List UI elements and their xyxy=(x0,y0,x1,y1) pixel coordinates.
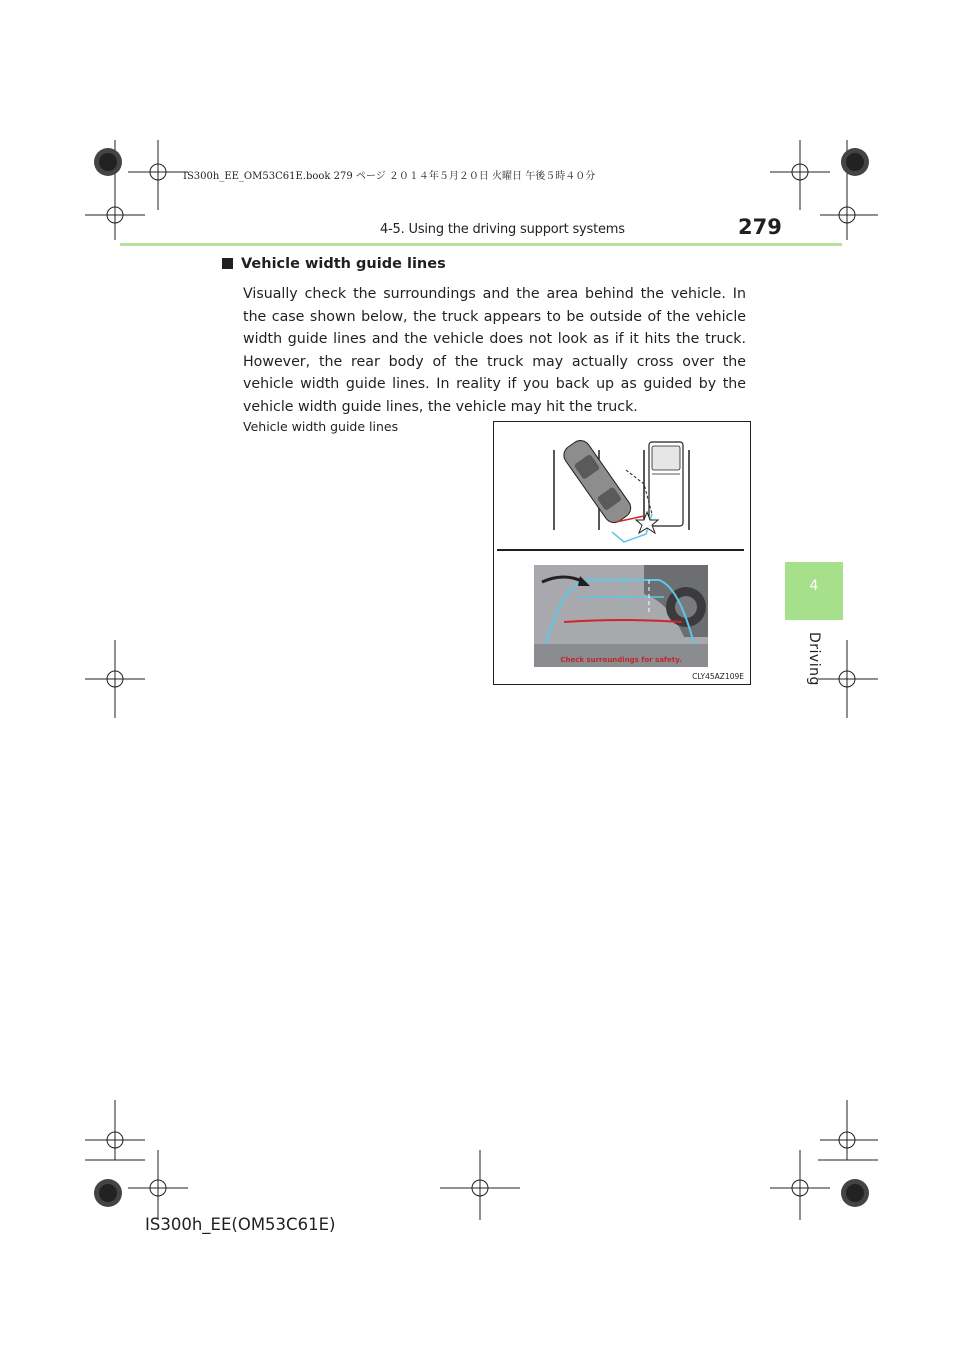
illustration-art xyxy=(494,422,750,684)
section-title: 4-5. Using the driving support systems xyxy=(380,222,625,237)
figure-caption: Vehicle width guide lines xyxy=(243,419,399,434)
truck-illustration xyxy=(649,442,683,526)
car-illustration xyxy=(560,437,635,527)
chapter-number: 4 xyxy=(809,578,819,594)
body-paragraph: Visually check the surroundings and the area behind the vehicle. In the case shown below, the truck appears to be outside of the vehicle width guide lines and the vehicle does not look as if it hits the truck. However, the rear body of the truck may actually cross over the vehicle width guide lines. In reality if you back up as guided by the vehicle width guide lines, the vehicle may hit the truck. xyxy=(243,286,746,415)
heading-bullet-icon xyxy=(222,258,233,269)
section-heading xyxy=(222,256,446,272)
illustration xyxy=(493,421,751,685)
chapter-label-text: Driving xyxy=(806,632,822,686)
print-header: IS300h_EE_OM53C61E.book 279 ページ ２０１４年５月２０日 火曜日 午後５時４０分 xyxy=(183,171,596,182)
camera-screen-message: Check surroundings for safety. xyxy=(560,656,682,664)
header-rule xyxy=(120,243,842,246)
chapter-label xyxy=(790,620,838,690)
footer-model-code: IS300h_EE(OM53C61E) xyxy=(145,1215,336,1234)
section-heading-text: Vehicle width guide lines xyxy=(241,256,446,272)
figure-code: CLY45AZ109E xyxy=(692,672,744,681)
page-number: 279 xyxy=(738,215,782,239)
